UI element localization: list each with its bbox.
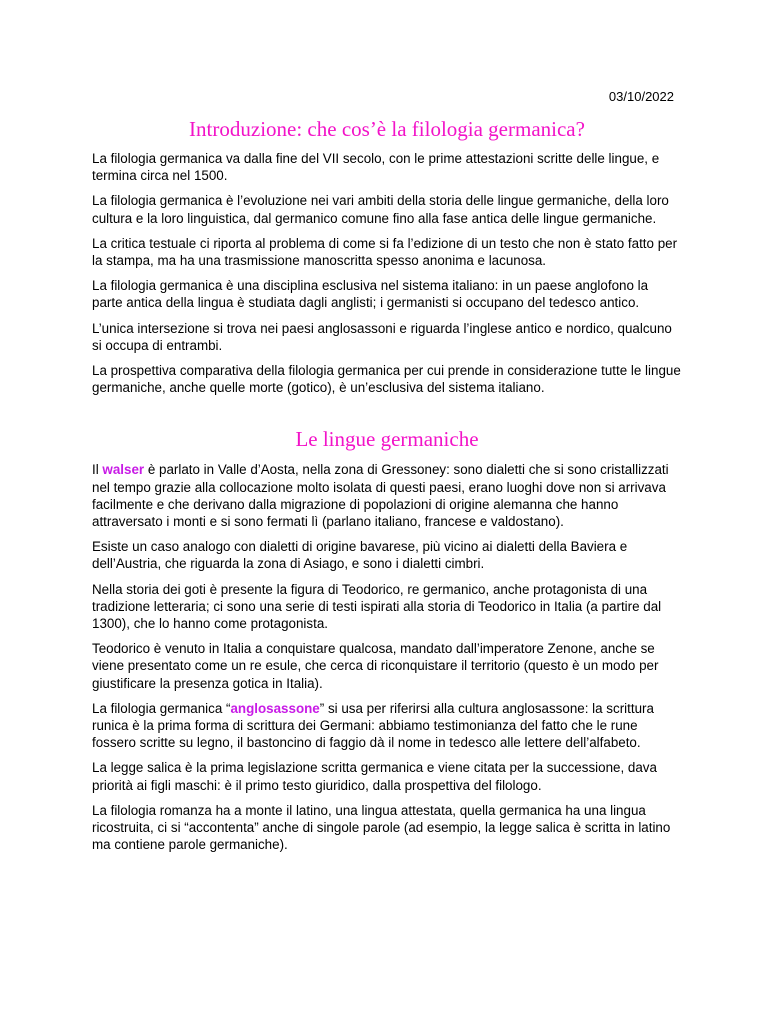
paragraph-text: La filologia germanica “ [92,700,231,716]
document-body [92,116,682,862]
paragraph: La prospettiva comparativa della filologia germanica per cui prende in considerazione tutte le lingue germaniche, anche quelle morte (gotico), è un’esclusiva del sistema italiano. [92,363,681,396]
section-title-introduction: Introduzione: che cos’è la filologia germanica? [189,117,585,141]
paragraph: La legge salica è la prima legislazione scritta germanica e viene citata per la successione, dava priorità ai figli maschi: è il primo testo giuridico, dalla prospettiva del filologo. [92,760,657,793]
paragraph: La filologia romanza ha a monte il latino, una lingua attestata, quella germanica ha una lingua ricostruita, ci si “accontenta” anche di singole parole (ad esempio, la legge salica è scritta in latino ma contiene parole germaniche). [92,802,671,853]
paragraph-text: ” si usa per riferirsi alla cultura anglosassone: la scrittura runica è la prima forma di scrittura dei Germani: abbiamo testimonianza del fatto che le rune fossero scritte su legno, il bastoncino di faggio dà il nome in tedesco alle lettere dell’alfabeto. [92,700,654,751]
section-title-germanic-languages: Le lingue germaniche [295,427,479,452]
paragraph-text: è parlato in Valle d’Aosta, nella zona di Gressoney: sono dialetti che si sono cristallizzati nel tempo grazie alla collocazione molto isolata di questi paesi, erano luoghi dove non si arrivava facilmente e che derivano dalla migrazione di popolazioni di origine alemanna che hanno attraversato i monti e si sono fermati lì (parlano italiano, francese e valdostano). [92,462,669,530]
highlighted-term-anglosassone: anglosassone [230,700,320,716]
paragraph: La filologia germanica è l’evoluzione nei vari ambiti della storia delle lingue germaniche, della loro cultura e la loro linguistica, dal germanico comune fino alla fase antica delle lingue germaniche. [92,193,669,226]
paragraph: Nella storia dei goti è presente la figura di Teodorico, re germanico, anche protagonista di una tradizione letteraria; ci sono una serie di testi ispirati alla storia di Teodorico in Italia (a partire dal 1300), che lo hanno come protagonista. [92,581,662,632]
paragraph: La filologia germanica è una disciplina esclusiva nel sistema italiano: in un paese anglofono la parte antica della lingua è studiata dagli anglisti; i germanisti si occupano del tedesco antico. [92,278,649,311]
paragraph-text: Il [92,462,103,478]
paragraph: La filologia germanica va dalla fine del VII secolo, con le prime attestazioni scritte delle lingue, e termina circa nel 1500. [92,151,660,184]
paragraph: Teodorico è venuto in Italia a conquistare qualcosa, mandato dall’imperatore Zenone, anche se viene presentato come un re esule, che cerca di riconquistare il territorio (questo è un modo per giustificare la presenza gotica in Italia). [92,641,659,691]
paragraph-anglosassone [92,700,682,752]
highlighted-term-walser: walser [102,462,145,478]
paragraph-walser [92,461,682,530]
paragraph: L’unica intersezione si trova nei paesi anglosassoni e riguarda l’inglese antico e nordico, qualcuno si occupa di entrambi. [92,320,672,353]
paragraph: La critica testuale ci riporta al problema di come si fa l’edizione di un testo che non è stato fatto per la stampa, ma ha una trasmissione manoscritta spesso anonima e lacunosa. [92,235,678,269]
document-date: 03/10/2022 [608,89,674,104]
paragraph: Esiste un caso analogo con dialetti di origine bavarese, più vicino ai dialetti della Baviera e dell’Austria, che riguarda la zona di Asiago, e sono i dialetti cimbri. [92,539,628,572]
